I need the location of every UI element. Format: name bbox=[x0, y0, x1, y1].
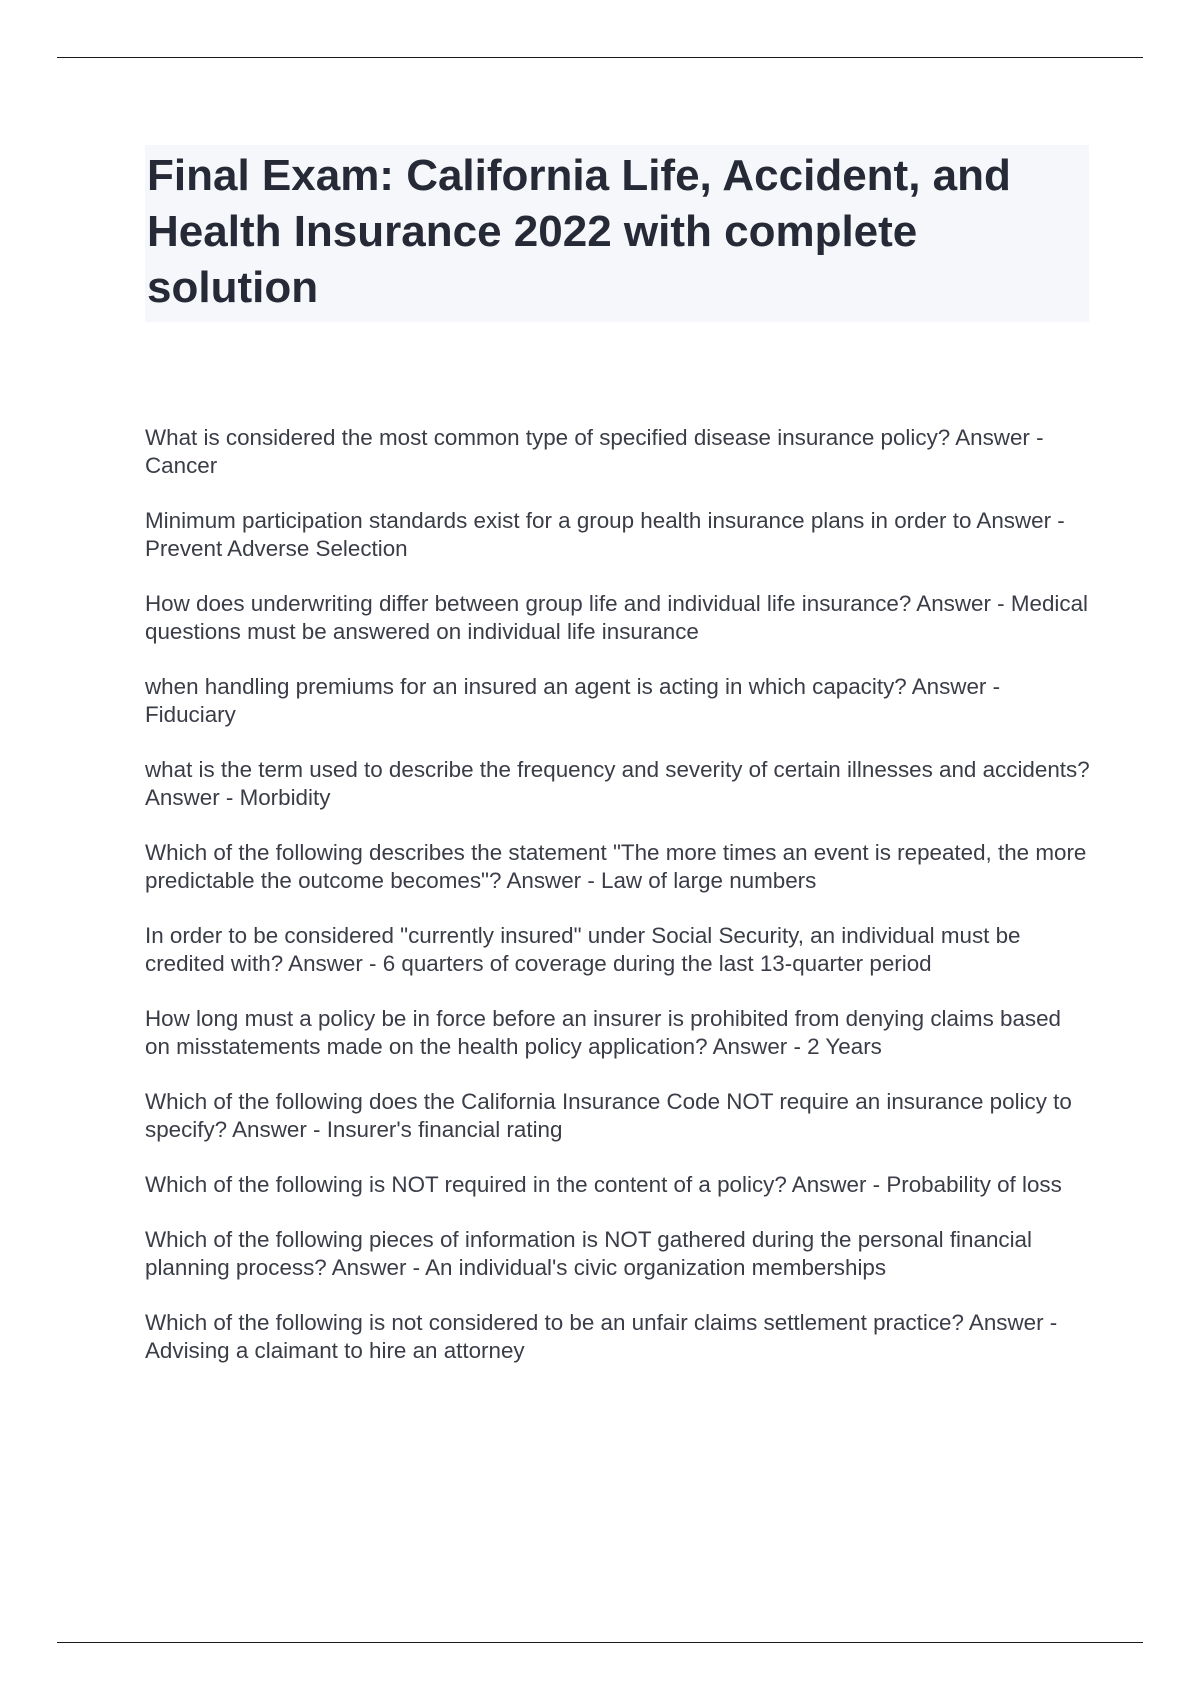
answer-text: Law of large numbers bbox=[601, 868, 817, 893]
question-text: Which of the following does the California Insurance Code NOT require an insurance policy to specify? bbox=[145, 1089, 1072, 1142]
answer-label: Answer - bbox=[326, 1255, 426, 1280]
qa-item-10 bbox=[145, 1171, 1090, 1199]
question-text: How long must a policy be in force before an insurer is prohibited from denying claims based on misstatements made on the health policy application? bbox=[145, 1006, 1061, 1059]
qa-item-2 bbox=[145, 507, 1090, 563]
answer-text: 6 quarters of coverage during the last 13-quarter period bbox=[382, 951, 932, 976]
question-text: what is the term used to describe the frequency and severity of certain illnesses and accidents? bbox=[145, 757, 1090, 782]
page-title: Final Exam: California Life, Accident, and Health Insurance 2022 with complete solution bbox=[147, 151, 1011, 312]
top-rule bbox=[57, 57, 1143, 58]
answer-text: Medical questions must be answered on individual life insurance bbox=[145, 591, 1089, 644]
answer-label: Answer - bbox=[786, 1172, 887, 1197]
qa-item-1 bbox=[145, 424, 1090, 480]
answer-label: Answer - bbox=[227, 1117, 327, 1142]
answer-label: Answer - bbox=[963, 1310, 1058, 1335]
qa-item-9 bbox=[145, 1088, 1090, 1144]
answer-text: Fiduciary bbox=[145, 702, 236, 727]
answer-label: Answer - bbox=[911, 591, 1011, 616]
question-text: What is considered the most common type of specified disease insurance policy? bbox=[145, 425, 951, 450]
qa-item-11 bbox=[145, 1226, 1090, 1282]
answer-text: 2 Years bbox=[807, 1034, 882, 1059]
question-text: In order to be considered "currently insured" under Social Security, an individual must be credited with? bbox=[145, 923, 1021, 976]
bottom-rule bbox=[57, 1642, 1143, 1643]
qa-item-3 bbox=[145, 590, 1090, 646]
title-block bbox=[145, 145, 1089, 322]
answer-text: Insurer's financial rating bbox=[326, 1117, 563, 1142]
qa-item-6 bbox=[145, 839, 1090, 895]
answer-label: Answer - bbox=[971, 508, 1065, 533]
question-text: How does underwriting differ between group life and individual life insurance? bbox=[145, 591, 912, 616]
answer-text: Cancer bbox=[145, 453, 218, 478]
answer-label: Answer - bbox=[906, 674, 1001, 699]
answer-text: Morbidity bbox=[239, 785, 331, 810]
question-text: Which of the following describes the statement "The more times an event is repeated, the more predictable the outcome becomes"? bbox=[145, 840, 1087, 893]
qa-list bbox=[145, 424, 1090, 1392]
answer-text: Advising a claimant to hire an attorney bbox=[145, 1338, 525, 1363]
question-text: Which of the following pieces of information is NOT gathered during the personal financial planning process? bbox=[145, 1227, 1032, 1280]
qa-item-7 bbox=[145, 922, 1090, 978]
answer-label: Answer - bbox=[501, 868, 602, 893]
qa-item-4 bbox=[145, 673, 1090, 729]
answer-label: Answer - bbox=[707, 1034, 808, 1059]
qa-item-5 bbox=[145, 756, 1090, 812]
question-text: Which of the following is NOT required in the content of a policy? bbox=[145, 1172, 787, 1197]
answer-text: An individual's civic organization memberships bbox=[425, 1255, 887, 1280]
answer-label: Answer - bbox=[145, 785, 240, 810]
answer-label: Answer - bbox=[950, 425, 1044, 450]
answer-label: Answer - bbox=[283, 951, 383, 976]
question-text: Minimum participation standards exist for a group health insurance plans in order to bbox=[145, 508, 972, 533]
question-text: Which of the following is not considered to be an unfair claims settlement practice? bbox=[145, 1310, 964, 1335]
qa-item-8 bbox=[145, 1005, 1090, 1061]
answer-text: Prevent Adverse Selection bbox=[145, 536, 408, 561]
answer-text: Probability of loss bbox=[886, 1172, 1062, 1197]
qa-item-12 bbox=[145, 1309, 1090, 1365]
question-text: when handling premiums for an insured an agent is acting in which capacity? bbox=[145, 674, 907, 699]
